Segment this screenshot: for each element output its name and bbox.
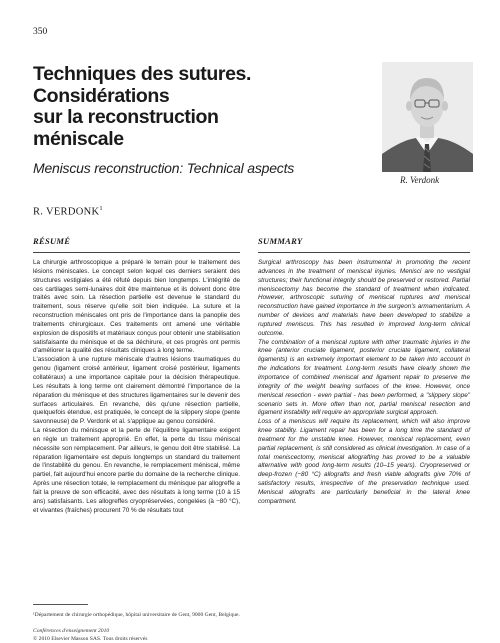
title-line: sur la reconstruction: [33, 106, 219, 128]
resume-heading-rule: [33, 252, 240, 253]
resume-paragraph: L'association à une rupture méniscale d'autres lésions traumatiques du genou (ligament croisé antérieur, ligament croisé postérieur, ligaments collatéraux) a une importance capitale pour la décision thérapeutique. Les résultats à long terme ont clairement démontré l'importance de la réparation du ménisque et des structures ligamentaires sur le devenir des surfaces articulaires. En revanche, dès qu'une résection partielle, quelquefois étendue, est pratiquée, le concept de la slippery slope (pente savonneuse) de P. Verdonk et al. s'applique au genou considéré.: [33, 356, 240, 426]
title-line: Considérations: [33, 84, 170, 107]
photo-caption: R. Verdonk: [400, 175, 440, 185]
resume-body: [33, 259, 240, 515]
summary-heading: SUMMARY: [258, 236, 303, 246]
copyright-notice: © 2010 Elsevier Masson SAS. Tous droits réservés: [33, 636, 148, 642]
author-line: [33, 205, 103, 218]
journal-name: Conférences d'enseignement 2010: [33, 628, 110, 634]
summary-paragraph: Loss of a meniscus will require its replacement, which will also improve knee stability. Ligament repair has been for a long time the standard of treatment for the unstable knee. However, meniscal replacement, even partial replacement, is still considered as clinical investigation. In case of a total meniscectomy, meniscal allografting has proved to be a valuable alternative with good long-term results (10–15 years). Cryopreserved or deep-frozen (−80 °C) allografts and fresh viable allografts give 70% of satisfactory results, irrespective of the preservation technique used. Meniscal allografts are particularly beneficial in the lateral knee compartment.: [258, 418, 470, 505]
resume-paragraph: La chirurgie arthroscopique a préparé le terrain pour le traitement des lésions méniscales. Le concept selon lequel ces derniers seraient des structures vestigiales a été réfuté depuis bien longtemps. L'intégrité de ces cartilages semi-lunaires doit être maintenue et ils doivent donc être traités avec soin. La résection partielle est devenue le standard du traitement, sous réserve qu'elle soit bien indiquée. La suture et la reconstruction méniscales ont pris de l'importance dans la panoplie des traitements chirurgicaux. Ces traitements ont amené une véritable explosion de dispositifs et matériaux conçus pour obtenir une stabilisation satisfaisante du ménisque et de sa déchirure, et ces progrès ont permis d'améliorer la qualité des résultats cliniques à long terme.: [33, 259, 240, 355]
article-subtitle: Meniscus reconstruction: Technical aspects: [33, 160, 295, 176]
author-photo: [382, 62, 473, 172]
summary-heading-rule: [258, 252, 470, 253]
affiliation-mark: 1: [99, 205, 103, 212]
title-line: Techniques des sutures.: [33, 63, 252, 85]
resume-heading: RÉSUMÉ: [33, 236, 71, 246]
page-number: 350: [33, 27, 48, 37]
article-title: [33, 64, 353, 150]
summary-paragraph: Surgical arthroscopy has been instrumental in promoting the recent advances in the treatment of meniscal injuries. Menisci are no vestigial structures; their functional integrity should be preserved or restored. Partial meniscectomy has become the standard of treatment when indicated. However, arthroscopic suturing of meniscal ruptures and meniscal reconstruction have gained importance in the surgeon's armamentarium. A number of devices and materials have been developed to stabilize a ruptured meniscus. This has resulted in improved long-term clinical outcome.: [258, 259, 470, 337]
title-line: méniscale: [33, 127, 124, 150]
author-name: R. VERDONK: [33, 206, 100, 218]
resume-paragraph: La résection du ménisque et la perte de l'équilibre ligamentaire exigent en règle un traitement approprié. En effet, la perte du tissu méniscal nécessite son remplacement. Par ailleurs, le genou doit être stabilisé. La réparation ligamentaire est depuis longtemps un standard du traitement de l'instabilité du genou. En revanche, le remplacement méniscal, même partiel, fait aujourd'hui encore partie du domaine de la recherche clinique. Après une résection totale, le remplacement du ménisque par allogreffe a fait la preuve de son efficacité, avec des résultats à long terme (10 à 15 ans) satisfaisants. Les allogreffes cryopréservées, congelées (à −80 °C), et vivantes (fraîches) procurent 70 % de résultats tout: [33, 427, 240, 514]
summary-body: [258, 259, 470, 507]
affiliation-footnote: ¹Département de chirurgie orthopédique, hôpital universitaire de Gent, 9000 Gent, Belgique.: [33, 612, 240, 618]
footnote-rule: [33, 604, 88, 605]
summary-paragraph: The combination of a meniscal rupture with other traumatic injuries in the knee (anterior cruciate ligament, posterior cruciate ligament, collateral ligaments) is an extremely important element to be taken into account in the indications for treatment. Long-term results have clearly shown the importance of combined meniscal and ligament repair to preserve the integrity of the weight bearing surfaces of the knee. However, once meniscal resection - even partial - has been performed, a "slippery slope" scenario sets in. More often than not, partial meniscal resection and ligament instability will require an appropriate surgical approach.: [258, 338, 470, 417]
